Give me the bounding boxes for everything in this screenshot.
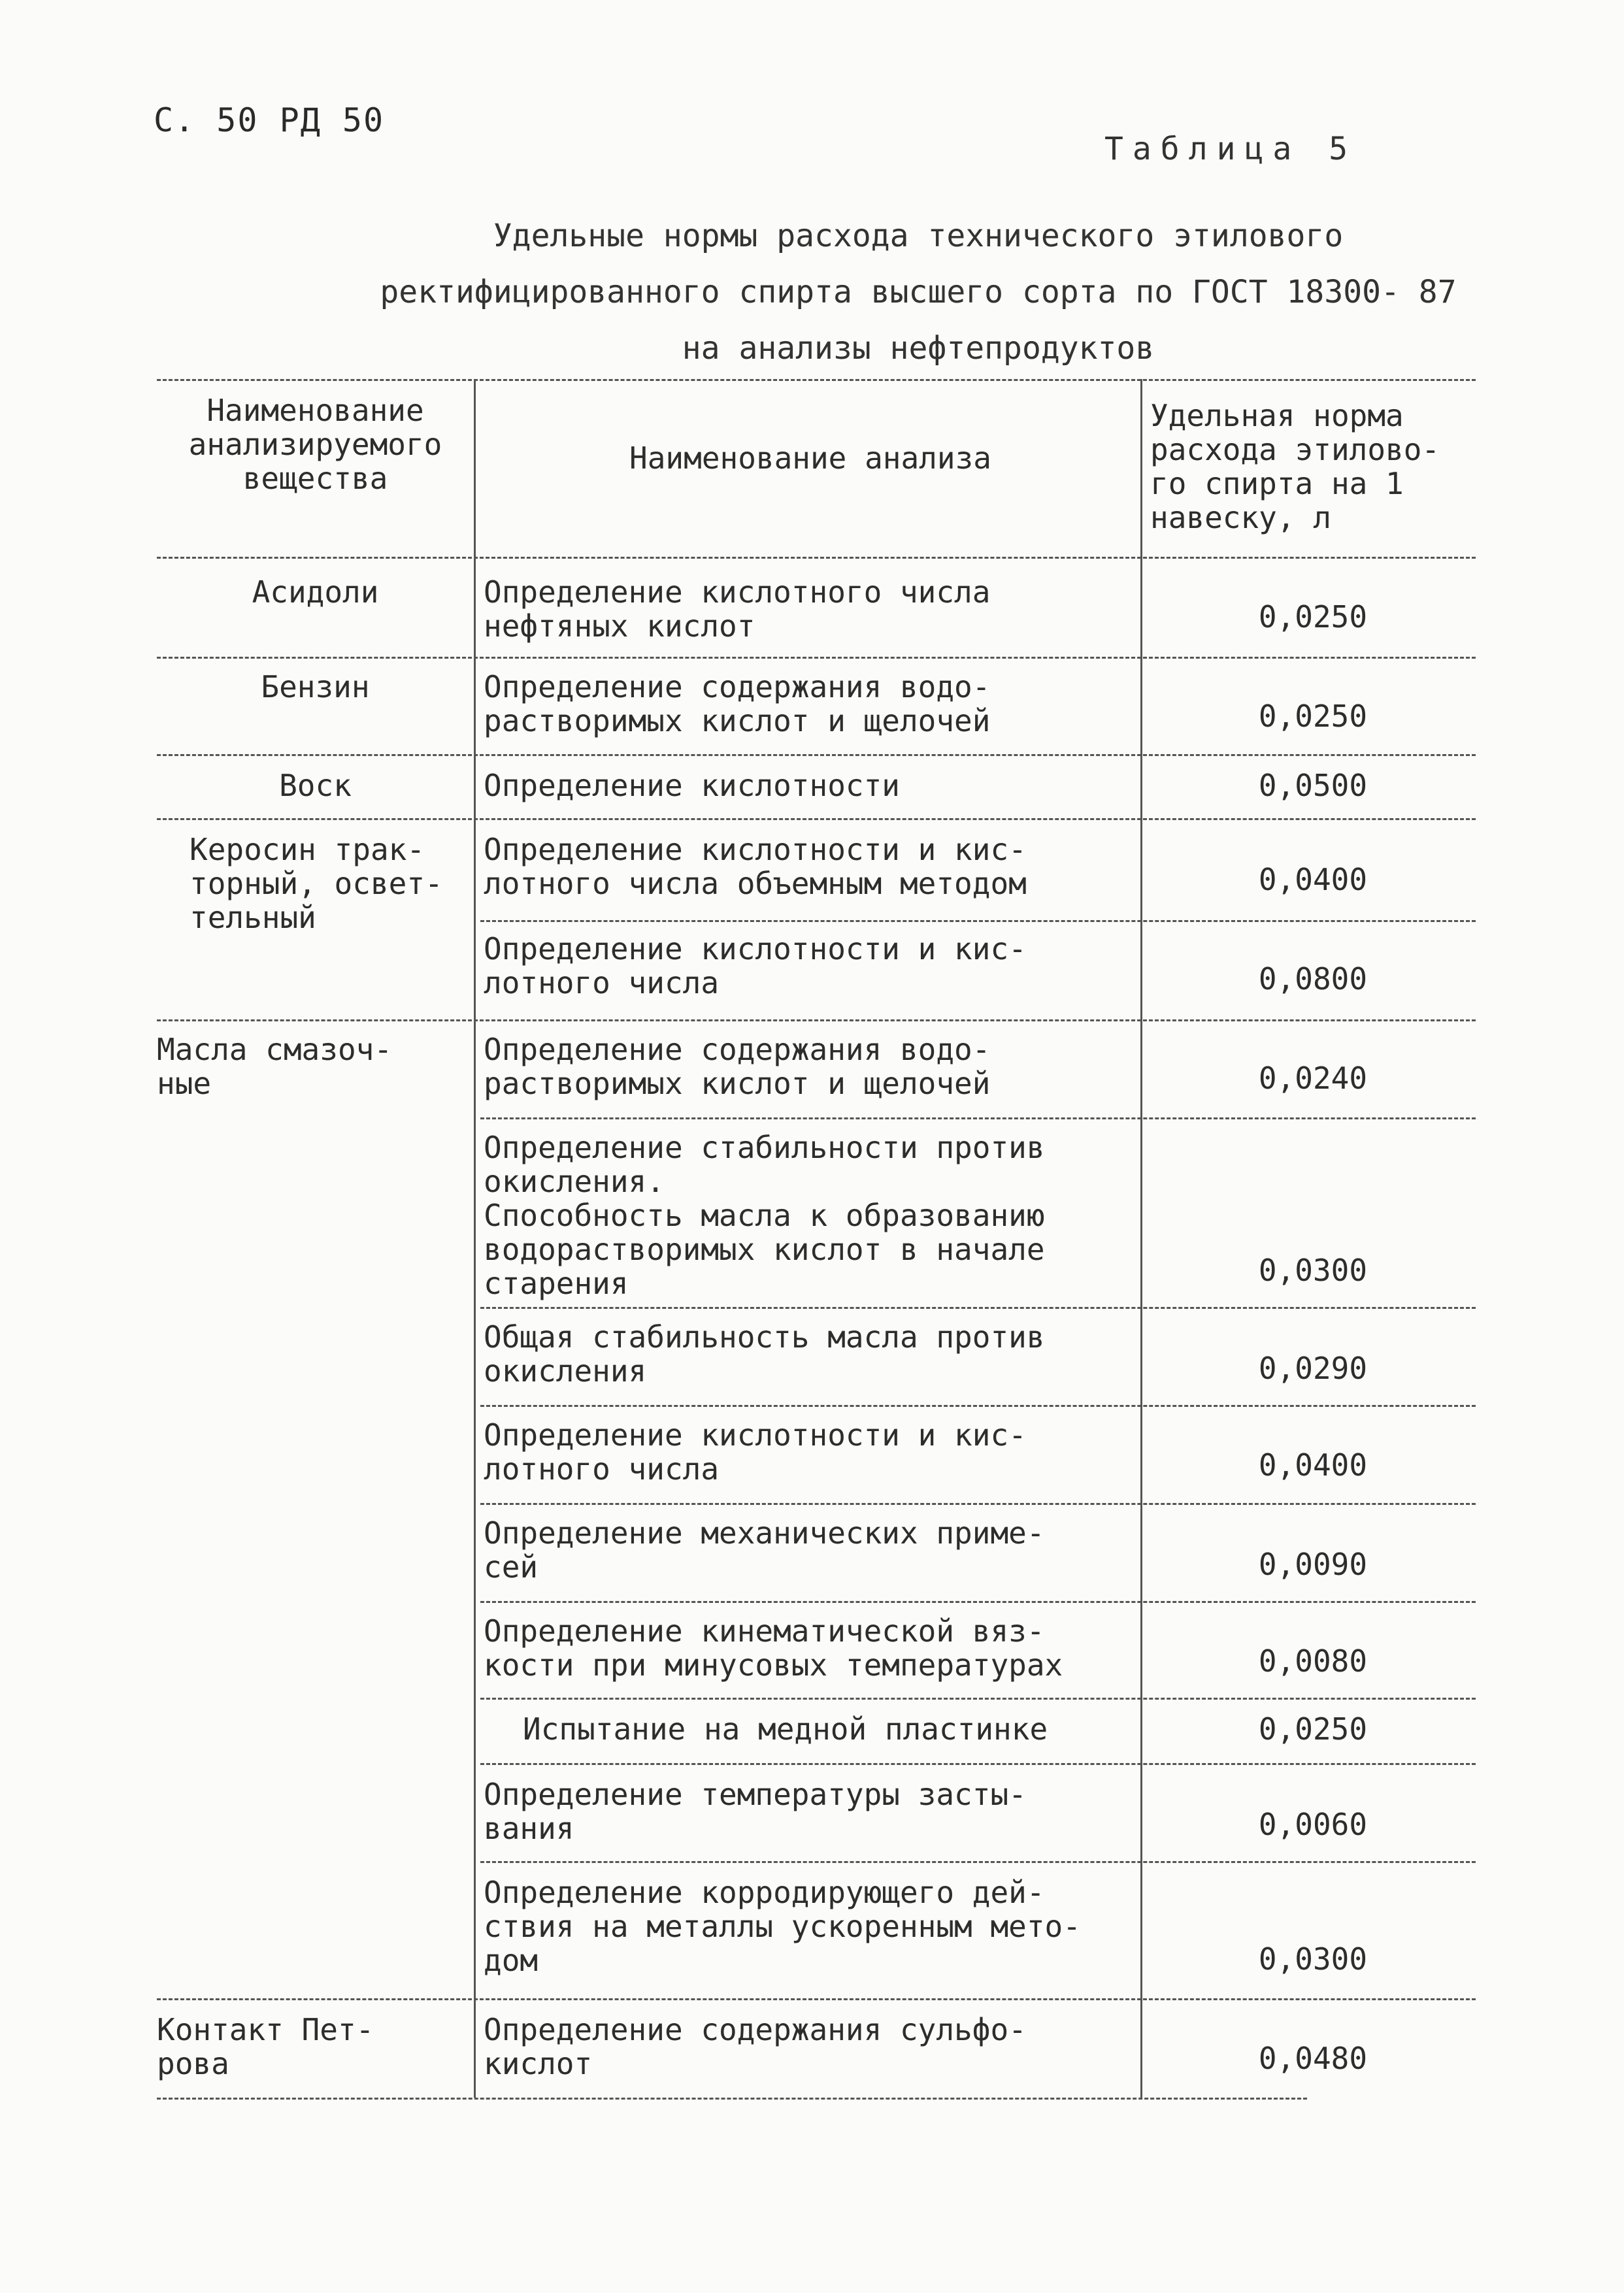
norm-cell: 0,0300 — [1258, 1941, 1368, 1977]
row-rule — [480, 1307, 1476, 1309]
norm-cell: 0,0300 — [1258, 1253, 1368, 1288]
analysis-cell: Определение корродирующего дей- ствия на металлы ускоренным мето- дом — [484, 1875, 1081, 1978]
substance-cell: Масла смазоч- ные — [157, 1032, 393, 1101]
analysis-cell: Определение температуры засты- вания — [484, 1777, 1027, 1846]
document-title — [314, 208, 1523, 376]
column-separator — [1140, 379, 1142, 2098]
analysis-cell: Определение механических приме- сей — [484, 1515, 1045, 1585]
analysis-cell: Определение кинематической вяз- кости при минусовых температурах — [484, 1613, 1063, 1683]
title-line-3: на анализы нефтепродуктов — [682, 330, 1155, 367]
row-rule — [480, 1861, 1476, 1863]
header-bottom-rule — [157, 557, 1476, 559]
table-top-rule — [157, 379, 1476, 381]
substance-cell: Бензин — [261, 669, 370, 704]
title-line-1: Удельные нормы расхода технического этилового — [493, 218, 1344, 254]
norm-cell: 0,0250 — [1258, 1711, 1368, 1747]
analysis-cell: Определение стабильности против окисления. Способность масла к образованию водорастворимых кислот в начале старения — [484, 1130, 1045, 1301]
analysis-cell: Определение кислотного числа нефтяных кислот — [484, 574, 991, 644]
substance-cell: Воск — [279, 768, 352, 803]
norm-cell: 0,0080 — [1258, 1643, 1368, 1679]
norm-cell: 0,0250 — [1258, 699, 1368, 734]
analysis-cell: Определение содержания сульфо- кислот — [484, 2012, 1027, 2081]
row-rule — [157, 754, 1476, 756]
analysis-cell: Общая стабильность масла против окисления — [484, 1319, 1045, 1389]
table-bottom-rule — [157, 2098, 1307, 2100]
row-rule — [157, 818, 1476, 820]
norm-cell: 0,0240 — [1258, 1061, 1368, 1096]
header-norm: Удельная норма расхода этилово- го спирта на 1 навеску, л — [1150, 398, 1440, 535]
row-rule — [157, 1019, 1476, 1021]
norm-cell: 0,0060 — [1258, 1807, 1368, 1842]
analysis-cell: Определение содержания водо- растворимых кислот и щелочей — [484, 1032, 991, 1101]
row-rule — [480, 1405, 1476, 1407]
row-rule — [480, 1117, 1476, 1119]
title-line-2: ректифицированного спирта высшего сорта по ГОСТ 18300- 87 — [380, 274, 1457, 310]
column-separator — [474, 379, 476, 2098]
substance-cell: Асидоли — [252, 574, 379, 610]
analysis-cell: Определение кислотности и кис- лотного числа объемным методом — [484, 832, 1027, 901]
norm-cell: 0,0400 — [1258, 1447, 1368, 1483]
analysis-cell: Определение кислотности — [484, 768, 900, 803]
row-rule — [480, 1601, 1476, 1603]
norm-cell: 0,0480 — [1258, 2041, 1368, 2076]
row-rule — [157, 657, 1476, 659]
analysis-cell: Испытание на медной пластинке — [523, 1711, 1048, 1747]
row-rule — [480, 1763, 1476, 1765]
norm-cell: 0,0250 — [1258, 599, 1368, 635]
row-rule — [480, 1503, 1476, 1505]
header-analysis: Наименование анализа — [629, 440, 991, 476]
substance-cell: Керосин трак- торный, освет- тельный — [190, 832, 443, 935]
norm-cell: 0,0290 — [1258, 1351, 1368, 1386]
norm-cell: 0,0800 — [1258, 961, 1368, 997]
table-label: Таблица 5 — [1104, 131, 1357, 167]
norm-cell: 0,0500 — [1258, 768, 1368, 803]
row-rule — [157, 1998, 1476, 2000]
substance-cell: Контакт Пет- рова — [157, 2012, 374, 2081]
row-rule — [480, 920, 1476, 922]
analysis-cell: Определение кислотности и кис- лотного числа — [484, 931, 1027, 1000]
norm-cell: 0,0090 — [1258, 1547, 1368, 1582]
row-rule — [480, 1698, 1476, 1700]
header-substance: Наименование анализируемого вещества — [188, 393, 442, 496]
analysis-cell: Определение содержания водо- растворимых кислот и щелочей — [484, 669, 991, 738]
page-reference: С. 50 РД 50 — [154, 101, 385, 139]
analysis-cell: Определение кислотности и кис- лотного числа — [484, 1417, 1027, 1487]
norm-cell: 0,0400 — [1258, 862, 1368, 897]
